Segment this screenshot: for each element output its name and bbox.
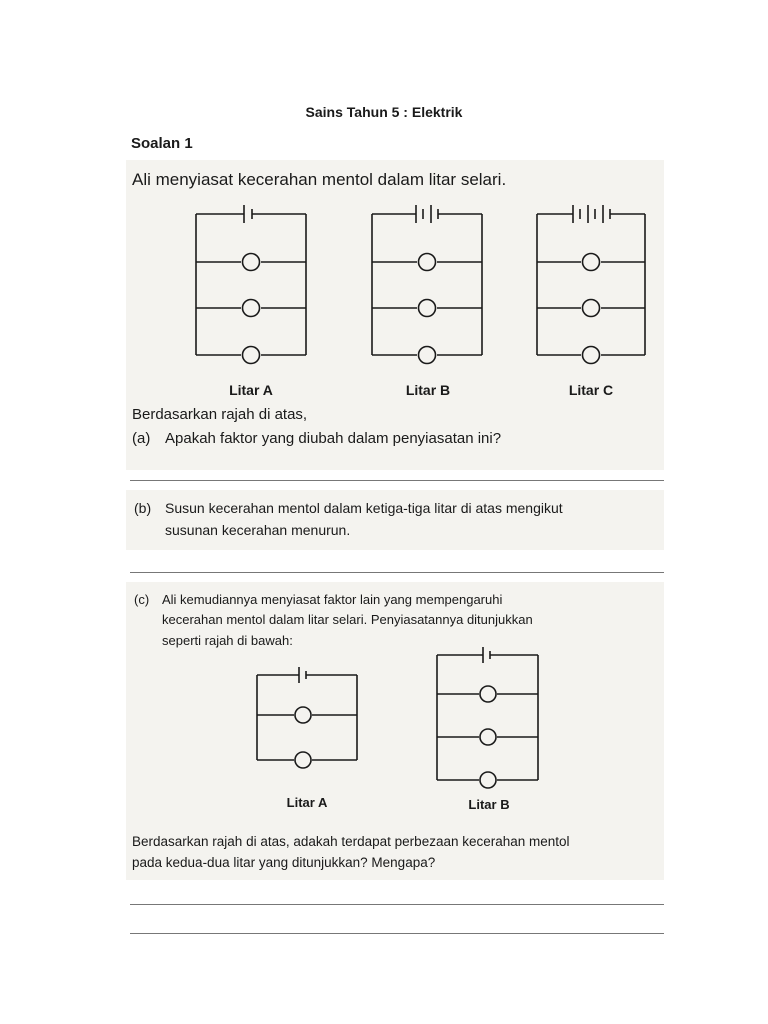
circuit-c-label-a: Litar A [286,795,328,810]
circuit-diagram-b [372,200,486,360]
circuit-diagram-c-a [257,665,359,765]
part-c-line-2: kecerahan mentol dalam litar selari. Penyiasatannya ditunjukkan [162,612,533,627]
based-on-text: Berdasarkan rajah di atas, [132,406,308,423]
circuit-label-a: Litar A [229,382,273,398]
circuit-c-label-b: Litar B [468,797,510,812]
circuit-diagram-a [196,200,308,360]
part-b-line-1: Susun kecerahan mentol dalam ketiga-tiga litar di atas mengikut [165,500,563,516]
part-c-question-line-1: Berdasarkan rajah di atas, adakah terdapat perbezaan kecerahan mentol [132,834,570,849]
intro-text: Ali menyiasat kecerahan mentol dalam litar selari. [132,170,507,189]
part-c-line-3: seperti rajah di bawah: [162,633,293,648]
question-panel-2 [126,490,664,550]
part-c-line-1: Ali kemudiannya menyiasat faktor lain yang mempengaruhi [162,592,503,607]
part-c-marker: (c) [134,592,150,607]
circuit-diagram-c [537,200,649,360]
part-c-question-line-2: pada kedua-dua litar yang ditunjukkan? Mengapa? [132,855,436,870]
answer-line-a[interactable] [130,480,664,481]
part-b-line-2: susunan kecerahan menurun. [165,522,351,538]
part-a-question: Apakah faktor yang diubah dalam penyiasatan ini? [165,430,502,447]
question-number: Soalan 1 [131,135,193,152]
answer-line-b[interactable] [130,572,664,573]
answer-line-c-2[interactable] [130,933,664,934]
part-a-marker: (a) [132,430,151,447]
circuit-label-b: Litar B [405,382,451,398]
answer-line-c-1[interactable] [130,904,664,905]
circuit-diagram-c-b [437,645,541,785]
part-b-marker: (b) [134,500,152,516]
page-title: Sains Tahun 5 : Elektrik [305,104,463,120]
circuit-label-c: Litar C [568,382,614,398]
